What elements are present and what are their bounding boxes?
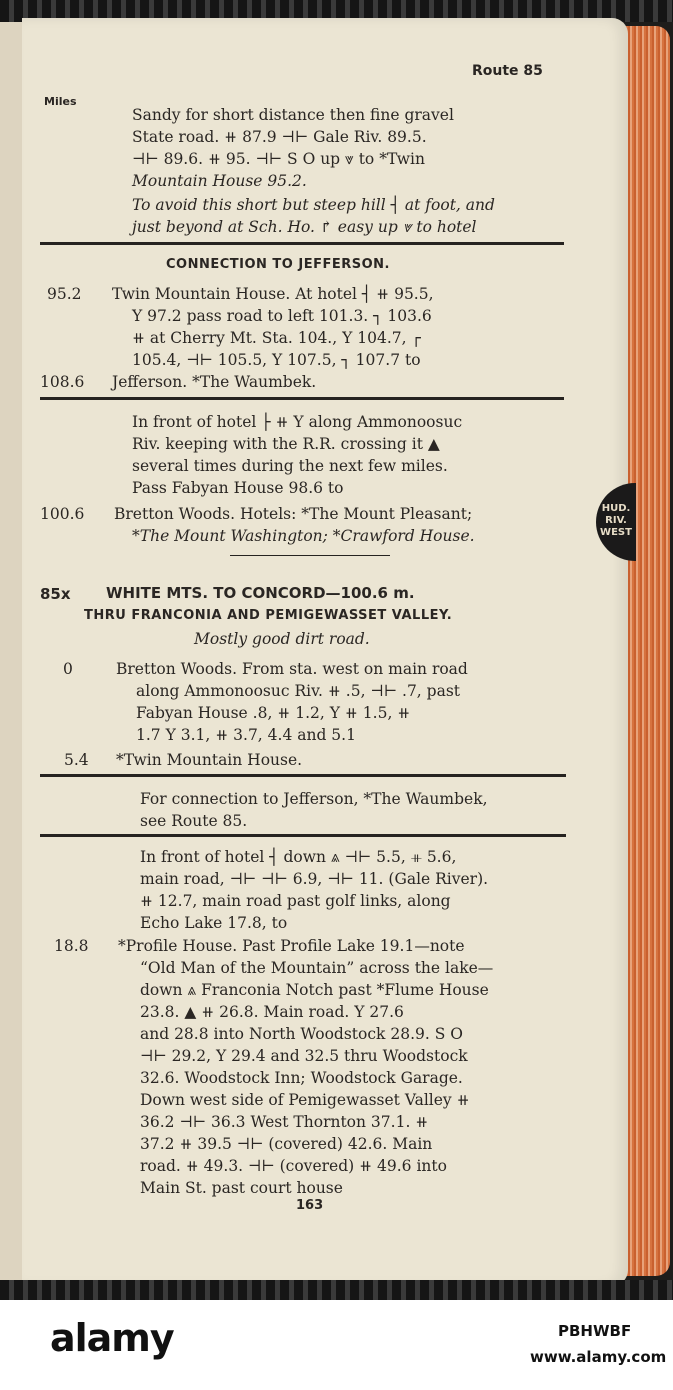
section-divider [40,397,564,400]
text-line: 32.6. Woodstock Inn; Woodstock Garage. [140,1069,463,1087]
site-url: www.alamy.com [530,1348,667,1366]
text-line: 37.2 ⧺ 39.5 ⊣⊢ (covered) 42.6. Main [140,1135,433,1153]
route-title: WHITE MTS. TO CONCORD—100.6 m. [106,584,415,602]
text-line: Mountain House 95.2. [132,172,307,190]
short-divider [230,555,390,556]
miles-label: Miles [44,95,77,108]
mileage: 18.8 [54,937,89,955]
text-line: ⧺ at Cherry Mt. Sta. 104., Y 104.7, ┌ [132,329,421,347]
page-block-edge [622,26,670,1276]
thumb-index-label: HUD. RIV. WEST [600,503,632,538]
text-line: Down west side of Pemigewasset Valley ⧺ [140,1091,470,1109]
text-line: 1.7 Y 3.1, ⧺ 3.7, 4.4 and 5.1 [136,726,356,744]
text-line: Main St. past court house [140,1179,343,1197]
text-line: 23.8. ▲ ⧺ 26.8. Main road. Y 27.6 [140,1003,404,1021]
text-line: main road, ⊣⊢ ⊣⊢ 6.9, ⊣⊢ 11. (Gale River). [140,870,489,888]
text-line: down ⩓ Franconia Notch past *Flume House [140,981,489,999]
text-line: Riv. keeping with the R.R. crossing it ▲ [132,435,440,453]
text-line: ⧺ 12.7, main road past golf links, along [140,892,451,910]
text-line: several times during the next few miles. [132,457,448,475]
text-line: road. ⧺ 49.3. ⊣⊢ (covered) ⧺ 49.6 into [140,1157,447,1175]
book-page [22,18,628,1286]
text-line: along Ammonoosuc Riv. ⧺ .5, ⊣⊢ .7, past [136,682,461,700]
mileage: 100.6 [40,505,85,523]
text-line: 105.4, ⊣⊢ 105.5, Y 107.5, ┐ 107.7 to [132,351,421,369]
brand-logo: alamy [50,1316,174,1360]
text-line: Bretton Woods. From sta. west on main road [116,660,468,678]
text-line: State road. ⧺ 87.9 ⊣⊢ Gale Riv. 89.5. [132,128,427,146]
text-line: 36.2 ⊣⊢ 36.3 West Thornton 37.1. ⧺ [140,1113,429,1131]
text-line: “Old Man of the Mountain” across the lake— [140,959,494,977]
facing-page-edge [0,22,24,1282]
section-divider [40,834,566,837]
mileage: 0 [63,660,73,678]
text-line: Pass Fabyan House 98.6 to [132,479,344,497]
destination: *Twin Mountain House. [116,751,303,769]
text-line: In front of hotel ┤ down ⩓ ⊣⊢ 5.5, ⧺ 5.6, [140,848,457,866]
note-line: To avoid this short but steep hill ┤ at foot, and [132,196,495,214]
section-heading: CONNECTION TO JEFFERSON. [166,257,390,272]
route-subtitle: THRU FRANCONIA AND PEMIGEWASSET VALLEY. [84,608,453,623]
mileage: 5.4 [64,751,89,769]
page-number: 163 [296,1198,324,1213]
text-line: Sandy for short distance then fine gravel [132,106,454,124]
text-line: *Profile House. Past Profile Lake 19.1—note [118,937,465,955]
text-line: see Route 85. [140,812,248,830]
route-number: 85x [40,585,71,603]
section-divider [40,242,564,245]
note-line: just beyond at Sch. Ho. ↱ easy up ⩔ to hotel [132,218,477,236]
text-line: For connection to Jefferson, *The Waumbek, [140,790,488,808]
text-line: ⊣⊢ 89.6. ⧺ 95. ⊣⊢ S O up ⩔ to *Twin [132,150,425,168]
route-header: Route 85 [472,63,543,79]
text-line: ⊣⊢ 29.2, Y 29.4 and 32.5 thru Woodstock [140,1047,468,1065]
film-strip-bottom [0,1280,673,1302]
text-line: In front of hotel ├ ⧺ Y along Ammonoosuc [132,413,463,431]
mileage: 95.2 [47,285,82,303]
text-line: Echo Lake 17.8, to [140,914,288,932]
text-line: and 28.8 into North Woodstock 28.9. S O [140,1025,463,1043]
destination: Bretton Woods. Hotels: *The Mount Pleasant; [114,505,473,523]
section-divider [40,774,566,777]
destination: *The Mount Washington; *Crawford House. [132,527,475,545]
destination: Jefferson. *The Waumbek. [112,373,317,391]
image-id: PBHWBF [558,1322,632,1340]
text-line: Y 97.2 pass road to left 101.3. ┐ 103.6 [132,307,432,325]
text-line: Twin Mountain House. At hotel ┤ ⧺ 95.5, [112,285,434,303]
road-note: Mostly good dirt road. [194,630,370,648]
text-line: Fabyan House .8, ⧺ 1.2, Y ⧺ 1.5, ⧺ [136,704,411,722]
mileage: 108.6 [40,373,85,391]
